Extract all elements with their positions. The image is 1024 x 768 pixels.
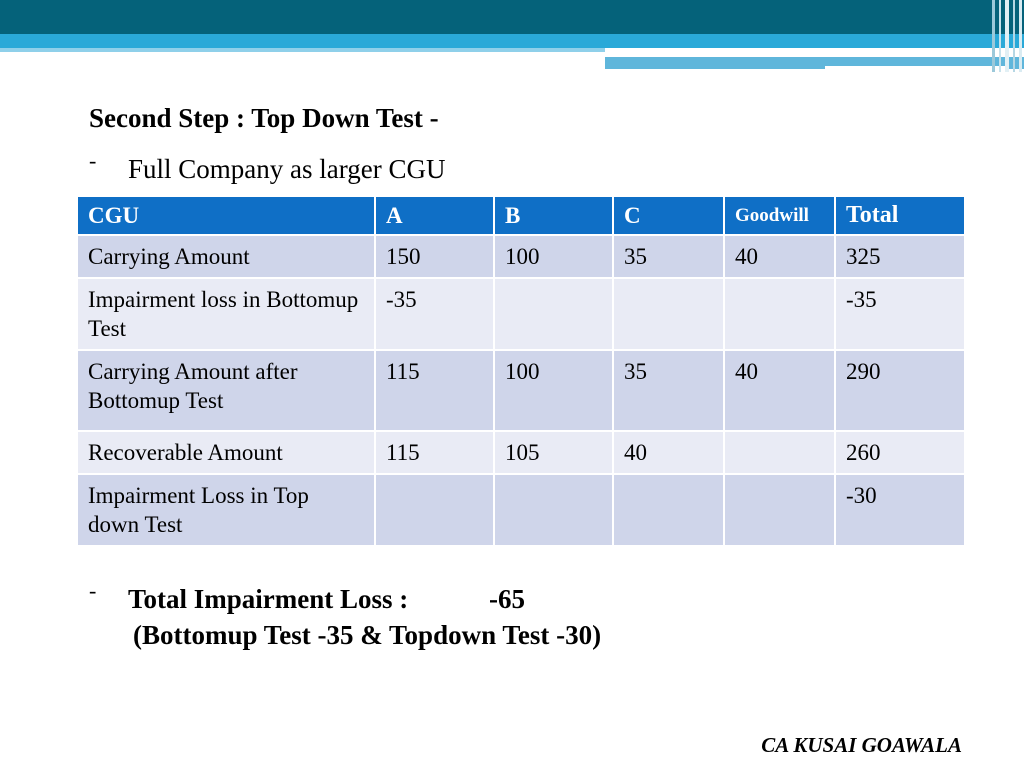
row-label: Carrying Amount: [77, 235, 375, 278]
cell-a: -35: [375, 278, 494, 350]
table-row: [77, 350, 965, 431]
cgu-table: [76, 195, 966, 547]
cell-b: [494, 474, 613, 546]
column-header-c: C: [613, 196, 724, 235]
cell-total: -35: [835, 278, 965, 350]
column-header-goodwill: Goodwill: [724, 196, 835, 235]
cell-b: 100: [494, 235, 613, 278]
summary-value: -65: [489, 584, 525, 614]
slide-title: Second Step : Top Down Test -: [89, 103, 439, 133]
cell-total: 325: [835, 235, 965, 278]
column-header-a: A: [375, 196, 494, 235]
cell-total: 290: [835, 350, 965, 431]
table-row: [77, 431, 965, 474]
table-row: [77, 278, 965, 350]
column-header-b: B: [494, 196, 613, 235]
cell-b: 105: [494, 431, 613, 474]
row-label: Carrying Amount after Bottomup Test: [77, 350, 375, 431]
cell-goodwill: [724, 278, 835, 350]
bullet-marker: -: [89, 148, 97, 173]
cell-c: 35: [613, 350, 724, 431]
table-header-row: [77, 196, 965, 235]
bullet-marker: -: [89, 578, 97, 603]
header-banner: [0, 0, 1024, 80]
cell-c: [613, 278, 724, 350]
summary-label: Total Impairment Loss :: [128, 584, 409, 614]
cell-a: [375, 474, 494, 546]
cell-total: 260: [835, 431, 965, 474]
cell-b: 100: [494, 350, 613, 431]
row-label: Impairment loss in Bottomup Test: [77, 278, 375, 350]
table-row: [77, 235, 965, 278]
summary-detail: (Bottomup Test -35 & Topdown Test -30): [133, 620, 602, 650]
cell-total: -30: [835, 474, 965, 546]
cell-goodwill: [724, 474, 835, 546]
cell-goodwill: 40: [724, 235, 835, 278]
cell-c: [613, 474, 724, 546]
cell-goodwill: 40: [724, 350, 835, 431]
cell-a: 115: [375, 431, 494, 474]
cell-goodwill: [724, 431, 835, 474]
cell-b: [494, 278, 613, 350]
cell-c: 40: [613, 431, 724, 474]
column-header-total: Total: [835, 196, 965, 235]
row-label: Impairment Loss in Top down Test: [77, 474, 375, 546]
cell-c: 35: [613, 235, 724, 278]
table-row: [77, 474, 965, 546]
cell-a: 115: [375, 350, 494, 431]
cell-a: 150: [375, 235, 494, 278]
bullet-text: Full Company as larger CGU: [128, 154, 446, 184]
row-label: Recoverable Amount: [77, 431, 375, 474]
author-credit: CA KUSAI GOAWALA: [761, 733, 962, 757]
column-header-cgu: CGU: [77, 196, 375, 235]
